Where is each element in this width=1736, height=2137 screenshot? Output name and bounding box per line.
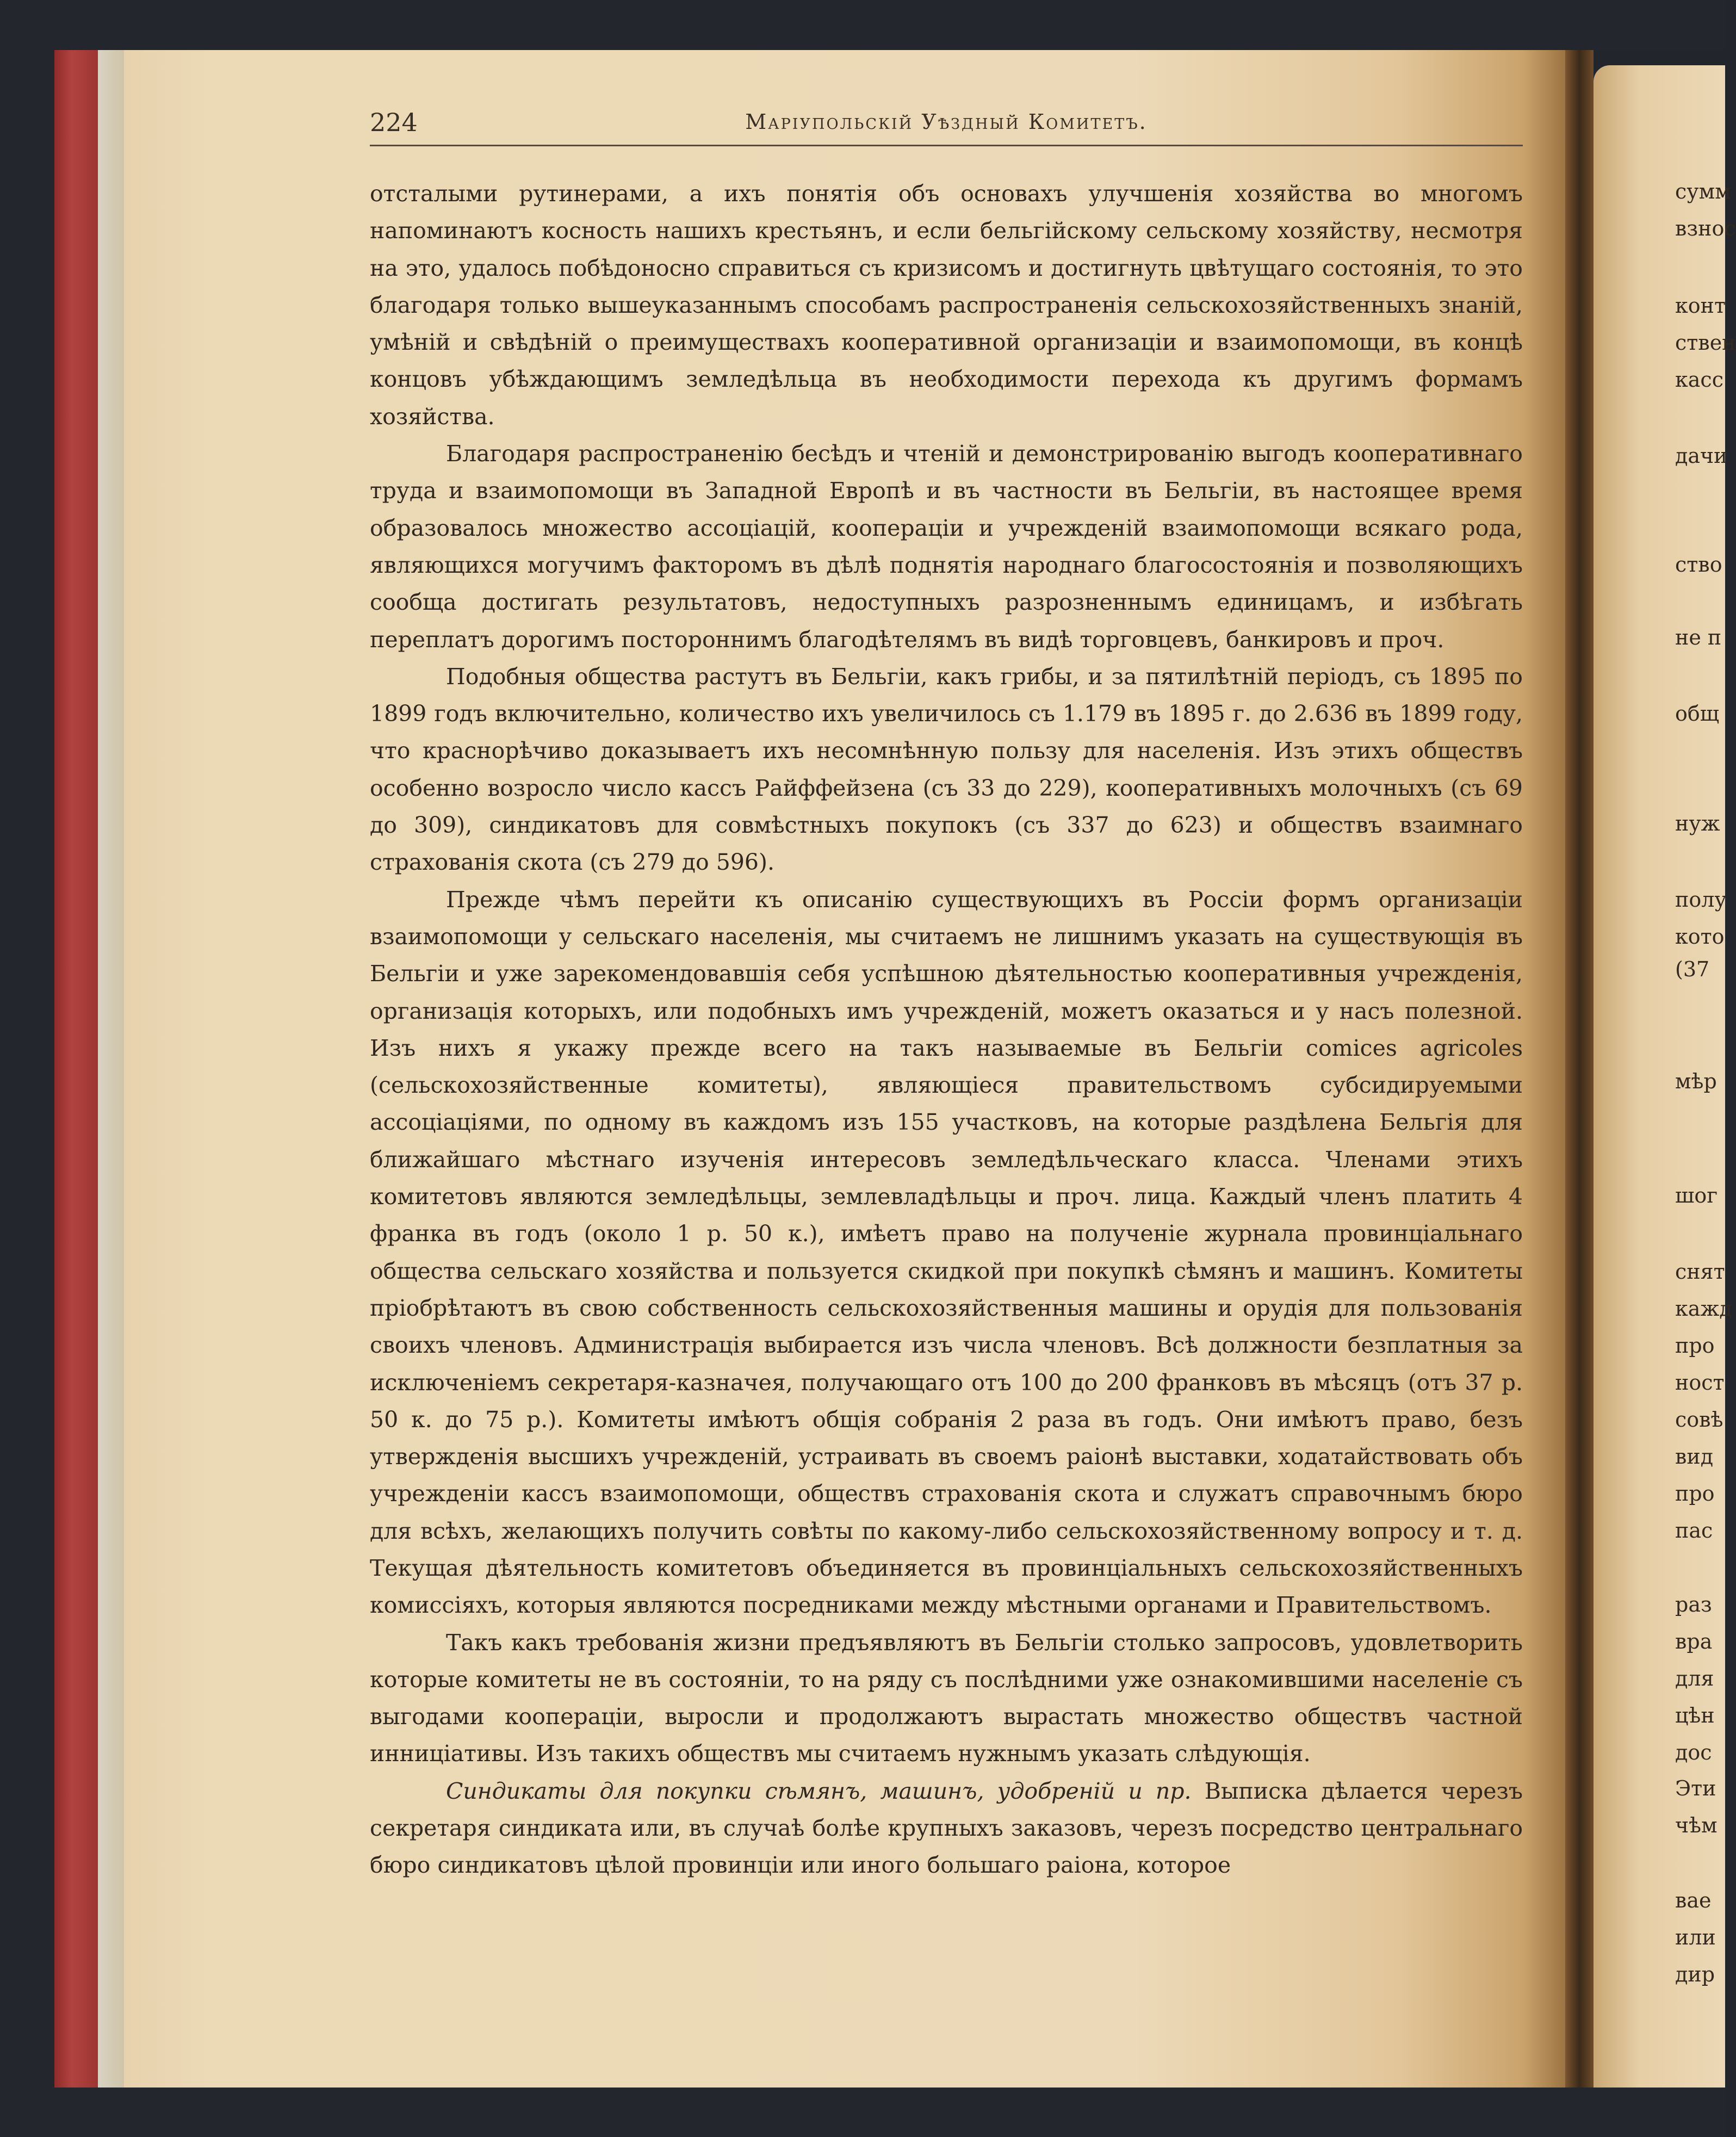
running-title: Маріупольскій Уѣздный Комитетъ. bbox=[745, 110, 1148, 134]
scan-background-bottom bbox=[0, 2088, 1725, 2137]
facing-word: или bbox=[1675, 1925, 1716, 1949]
facing-word: ствен bbox=[1675, 331, 1736, 355]
paragraph-last bbox=[370, 1773, 1523, 1884]
facing-word: раз bbox=[1675, 1593, 1712, 1616]
facing-word: шог bbox=[1675, 1184, 1718, 1207]
paragraph: Подобныя общества растутъ въ Бельгіи, какъ грибы, и за пятилѣтній періодъ, съ 1895 по 1899 годъ включительно, количество ихъ увеличилось съ 1.179 въ 1895 г. до 2.636 въ 1899 году, что краснорѣчиво доказываетъ ихъ несомнѣнную пользу для населенія. Изъ этихъ обществъ особенно возросло число кассъ Райффейзена (съ 33 до 229), кооперативныхъ молочныхъ (съ 69 до 309), синдикатовъ для совмѣстныхъ покупокъ (съ 337 до 623) и обществъ взаимнаго страхованія скота (съ 279 до 596). bbox=[370, 663, 1523, 876]
page-stack-edge bbox=[98, 50, 124, 2088]
facing-page-text-fragments bbox=[1670, 0, 1736, 2137]
facing-word: для bbox=[1675, 1667, 1714, 1690]
facing-word: нуж bbox=[1675, 812, 1720, 835]
facing-word: кажд bbox=[1675, 1297, 1732, 1321]
facing-word: взнос bbox=[1675, 216, 1736, 240]
facing-word: цѣн bbox=[1675, 1704, 1715, 1727]
paragraph: Благодаря распространенію бесѣдъ и чтеній и демонстрированію выгодъ кооперативнаго труда и взаимопомощи въ Западной Европѣ и въ частности въ Бельгіи, въ настоящее время образовалось множество ассоціацій, коопераціи и учрежденій взаимопомощи всякаго рода, являющихся могучимъ факторомъ въ дѣлѣ поднятія народнаго благосостоянія и позволяющихъ сообща достигать результатовъ, недоступныхъ разрозненнымъ единицамъ, и избѣгать переплатъ дорогимъ постороннимъ благодѣтелямъ въ видѣ торговцевъ, банкировъ и проч. bbox=[370, 441, 1523, 653]
facing-word: пас bbox=[1675, 1519, 1713, 1543]
facing-word: вае bbox=[1675, 1888, 1712, 1912]
facing-word: дачи bbox=[1675, 444, 1728, 468]
paragraph-italic-lead: Синдикаты для покупки сѣмянъ, машинъ, удобреній и пр. bbox=[446, 1777, 1192, 1804]
scan-background-left bbox=[0, 0, 54, 2137]
facing-word: общ bbox=[1675, 702, 1720, 726]
facing-word: снят bbox=[1675, 1260, 1725, 1284]
facing-word: про bbox=[1675, 1334, 1715, 1358]
facing-word: ност bbox=[1675, 1371, 1725, 1395]
facing-word: про bbox=[1675, 1482, 1715, 1506]
facing-word: кото bbox=[1675, 925, 1725, 949]
facing-word: чѣм bbox=[1675, 1813, 1718, 1837]
paragraph: Прежде чѣмъ перейти къ описанію существующихъ въ Россіи формъ организаціи взаимопомощи у сельскаго населенія, мы считаемъ не лишнимъ указать на существующія въ Бельгіи и уже зарекомендовавшія себя успѣшною дѣятельностью кооперативныя учрежденія, организація которыхъ, или подобныхъ имъ учрежденій, можетъ оказаться и у насъ полезной. Изъ нихъ я укажу прежде всего на такъ называемые въ Бельгіи comices agricoles (сельскохозяйственные комитеты), являющіеся правительствомъ субсидируемыми ассоціаціями, по одному въ каждомъ изъ 155 участковъ, на которые раздѣлена Бельгія для ближайшаго мѣстнаго изученія интересовъ земледѣльческаго класса. Членами этихъ комитетовъ являются земледѣльцы, землевладѣльцы и проч. лица. Каждый членъ платить 4 франка въ годъ (около 1 р. 50 к.), имѣетъ право на полученіе журнала провинціальнаго общества сельскаго хозяйства и пользуется скидкой при покупкѣ сѣмянъ и машинъ. Комитеты пріобрѣтаютъ въ свою собственность сельскохозяйственныя машины и орудія для пользованія своихъ членовъ. Администрація выбирается изъ числа членовъ. Всѣ должности безплатныя за исключеніемъ секретаря-казначея, получающаго отъ 100 до 200 франковъ въ мѣсяцъ (отъ 37 р. 50 к. до 75 р.). Комитеты имѣютъ общія собранія 2 раза въ годъ. Они имѣютъ право, безъ утвержденія высшихъ учрежденій, устраивать въ своемъ раіонѣ выставки, ходатайствовать объ учрежденіи кассъ взаимопомощи, обществъ страхованія скота и служатъ справочнымъ бюро для всѣхъ, желающихъ получить совѣты по какому-либо сельскохозяйственному вопросу и т. д. Текущая дѣятельность комитетовъ объединяется въ провинціальныхъ сельскохозяйственныхъ комиссіяхъ, которыя являются посредниками между мѣстными органами и Правительствомъ. bbox=[370, 886, 1523, 1619]
facing-word: дос bbox=[1675, 1740, 1712, 1764]
paragraph: отсталыми рутинерами, а ихъ понятія объ основахъ улучшенія хозяйства во многомъ напоминаютъ косность нашихъ крестьянъ, и если бельгійскому сельскому хозяйству, несмотря на это, удалось побѣдоносно справиться съ кризисомъ и достигнуть цвѣтущаго состоянія, то это благодаря только вышеуказаннымъ способамъ распространенія сельскохозяйственныхъ знаній, умѣній и свѣдѣній о преимуществахъ кооперативной организаціи и взаимопомощи, въ концѣ концовъ убѣждающимъ земледѣльца въ необходимости перехода къ другимъ формамъ хозяйства. bbox=[370, 181, 1523, 430]
paragraph: Такъ какъ требованія жизни предъявляютъ въ Бельгіи столько запросовъ, удовлетворить которые комитеты не въ состояніи, то на ряду съ послѣдними уже ознакомившими населеніе съ выгодами коопераціи, выросли и продолжаютъ вырастать множество обществъ частной инниціативы. Изъ такихъ обществъ мы считаемъ нужнымъ указать слѣдующія. bbox=[370, 1629, 1523, 1767]
facing-word: сумм bbox=[1675, 179, 1731, 203]
facing-word: (37 bbox=[1675, 957, 1710, 981]
facing-word: ство bbox=[1675, 553, 1722, 577]
facing-word: конт bbox=[1675, 294, 1726, 318]
facing-word: не п bbox=[1675, 625, 1722, 649]
book-cover-edge bbox=[54, 50, 98, 2088]
scan-background-top bbox=[0, 0, 1725, 50]
facing-word: совѣ bbox=[1675, 1408, 1723, 1432]
facing-word: полу bbox=[1675, 888, 1727, 912]
facing-word: вид bbox=[1675, 1445, 1714, 1469]
facing-word: дир bbox=[1675, 1962, 1715, 1986]
page-header bbox=[370, 103, 1523, 141]
facing-word: вра bbox=[1675, 1630, 1713, 1653]
book-gutter bbox=[1565, 50, 1594, 2088]
page-number: 224 bbox=[370, 108, 418, 137]
facing-word: касс bbox=[1675, 368, 1723, 392]
facing-word: мѣр bbox=[1675, 1069, 1717, 1093]
paragraph-text: Выписка дѣлается черезъ секретаря синдиката или, въ случаѣ болѣе крупныхъ заказовъ, черезъ посредство центральнаго бюро синдикатовъ цѣлой провинціи или иного большаго раіона, которое bbox=[370, 1777, 1523, 1879]
facing-word: Эти bbox=[1675, 1776, 1716, 1800]
header-rule bbox=[370, 145, 1523, 146]
body-text bbox=[370, 175, 1523, 1884]
